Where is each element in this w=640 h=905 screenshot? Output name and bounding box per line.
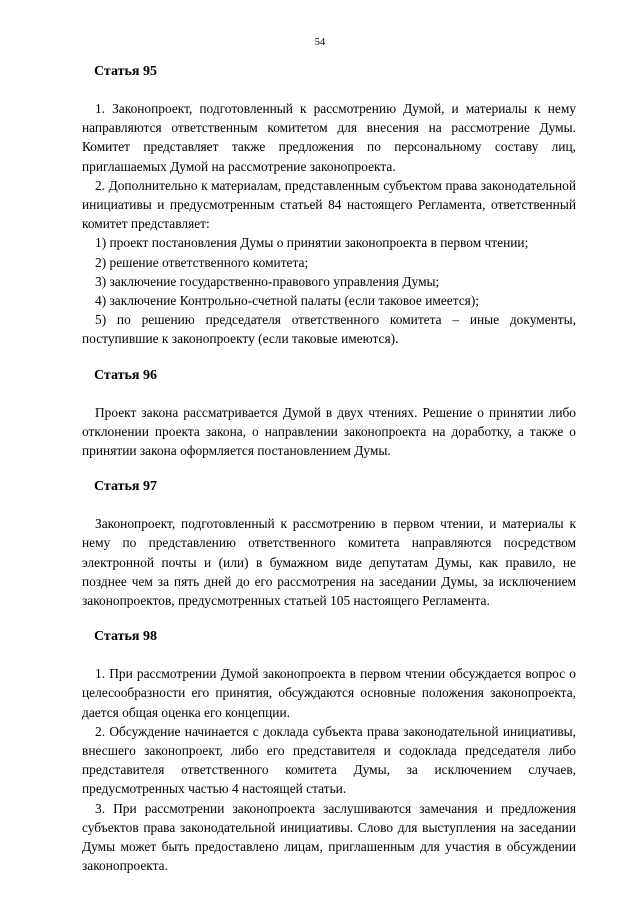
paragraph: 2. Дополнительно к материалам, представленным субъектом права законодательной инициативы и предусмотренным статьей 84 настоящего Регламента, ответственный комитет представляет:: [82, 177, 576, 232]
article-95: [82, 62, 576, 349]
list-item: 2) решение ответственного комитета;: [95, 254, 309, 270]
article-97: [82, 477, 576, 610]
paragraph: 1. Законопроект, подготовленный к рассмотрению Думой, и материалы к нему направляются ответственным комитетом для внесения на рассмотрение Думы. Комитет представляет также предложения по персональному составу лиц, приглашаемых Думой на рассмотрение законопроекта.: [82, 101, 576, 174]
article-96: [82, 366, 576, 461]
article-98: [82, 627, 576, 875]
list-item: 4) заключение Контрольно-счетной палаты (если таковое имеется);: [95, 293, 480, 309]
list-item: 5) по решению председателя ответственного комитета – иные документы, поступившие к законопроекту (если таковые имеются).: [82, 312, 576, 347]
paragraph: 1. При рассмотрении Думой законопроекта в первом чтении обсуждается вопрос о целесообразности его принятия, обсуждаются основные положения законопроекта, дается общая оценка его концепции.: [82, 666, 576, 720]
document-body: [82, 62, 576, 876]
list-item: 3) заключение государственно-правового управления Думы;: [95, 273, 440, 289]
paragraph: 3. При рассмотрении законопроекта заслушиваются замечания и предложения субъектов права законодательной инициативы. Слово для выступления на заседании Думы может быть предоставлено лицам, приглашенным для участия в обсуждении законопроекта.: [82, 800, 576, 874]
article-heading: Статья 96: [94, 367, 157, 383]
article-heading: Статья 97: [94, 479, 157, 495]
article-heading: Статья 98: [94, 629, 157, 645]
list-item: 1) проект постановления Думы о принятии законопроекта в первом чтении;: [95, 235, 529, 251]
paragraph: Проект закона рассматривается Думой в двух чтениях. Решение о принятии либо отклонении проекта закона, о направлении законопроекта на доработку, а также о принятии закона оформляется постановлением Думы.: [82, 404, 576, 459]
paragraph: Законопроект, подготовленный к рассмотрению в первом чтении, и материалы к нему по представлению ответственного комитета направляются посредством электронной почты и (или) в бумажном виде депутатам Думы, как правило, не позднее чем за пять дней до его рассмотрения на заседании Думы, за исключением законопроектов, предусмотренных статьей 105 настоящего Регламента.: [82, 516, 576, 609]
paragraph: 2. Обсуждение начинается с доклада субъекта права законодательной инициативы, внесшего законопроект, либо его представителя и содоклада председателя либо представителя ответственного комитета Думы, за исключением случаев, предусмотренных частью 4 настоящей статьи.: [82, 723, 576, 797]
article-heading: Статья 95: [94, 64, 157, 79]
page-number: 54: [314, 37, 326, 48]
